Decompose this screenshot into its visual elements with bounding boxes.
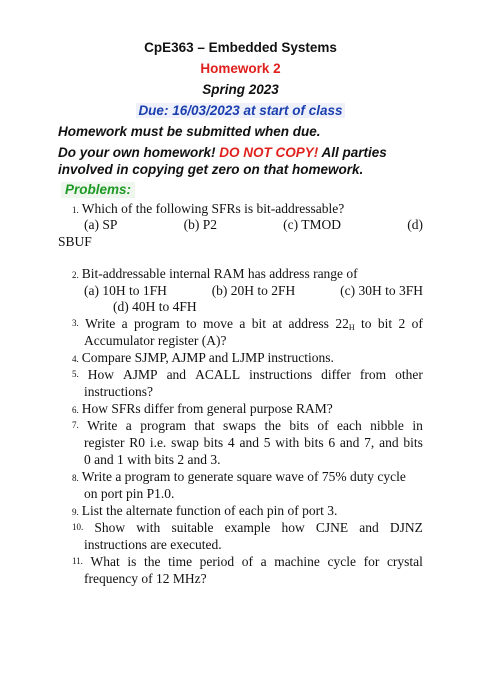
option-d: (d)	[407, 217, 423, 232]
question-11-line2: frequency of 12 MHz?	[84, 571, 207, 586]
word: bits	[203, 435, 224, 450]
word: each	[337, 418, 362, 433]
question-8-line2: on port pin P1.0.	[84, 486, 175, 501]
word: period	[199, 554, 235, 569]
question-number: 9.	[72, 507, 79, 517]
word: suitable	[171, 520, 214, 535]
question-7	[72, 417, 423, 434]
question-text: Which of the following SFRs is bit-addressable?	[81, 201, 345, 216]
word: with	[275, 435, 300, 450]
option-a: (a) SP	[84, 217, 118, 232]
word: of	[411, 316, 423, 331]
question-3-line2: Accumulator register (A)?	[84, 333, 227, 348]
word: R0	[129, 435, 146, 450]
word: bit	[377, 316, 393, 331]
option-d-text: SBUF	[58, 234, 92, 249]
homework-title: Homework 2	[200, 61, 281, 76]
word: the	[143, 554, 161, 569]
word: that	[194, 418, 215, 433]
word: AJMP	[123, 367, 158, 382]
word: nibble	[370, 418, 404, 433]
option-d: (d) 40H to 4FH	[113, 299, 197, 314]
word: Write	[87, 418, 118, 433]
word: 6	[328, 435, 336, 450]
question-11	[72, 553, 423, 570]
option-b: (b) P2	[183, 217, 217, 232]
due-date-text: Due: 16/03/2023 at start of class	[138, 103, 343, 118]
word: 4	[227, 435, 235, 450]
question-7-line3: 0 and 1 with bits 2 and 3.	[84, 452, 221, 467]
word: Write	[85, 316, 116, 331]
word: move	[203, 316, 233, 331]
word: and	[359, 520, 379, 535]
word: bits	[304, 435, 324, 450]
question-number: 3.	[72, 318, 79, 328]
question-text: Compare SJMP, AJMP and LJMP instructions.	[81, 350, 334, 365]
word: in	[412, 418, 423, 433]
word: other	[395, 367, 423, 382]
word: swaps	[223, 418, 257, 433]
word: a	[260, 554, 267, 569]
word: instructions	[249, 367, 313, 382]
word: ACALL	[195, 367, 241, 382]
problems-heading: Problems:	[61, 182, 135, 198]
word: differ	[321, 367, 351, 382]
word: and	[166, 367, 187, 382]
word: CJNE	[315, 520, 349, 535]
word: to	[360, 316, 372, 331]
word: to	[186, 316, 197, 331]
semester: Spring 2023	[202, 82, 279, 97]
notice-copying-line2: involved in copying get zero on that homework.	[58, 162, 364, 177]
question-text: Bit-addressable internal RAM has address range of	[81, 266, 358, 281]
word: 5	[263, 435, 271, 450]
notice-copying	[58, 145, 387, 161]
question-text: List the alternate function of each pin of port 3.	[81, 503, 338, 518]
notice-submission: Homework must be submitted when due.	[58, 124, 321, 139]
question-2-options	[84, 282, 423, 299]
word: how	[281, 520, 305, 535]
option-c: (c) 30H to 3FH	[340, 283, 423, 298]
word: of	[241, 554, 253, 569]
question-5-line2: instructions?	[84, 384, 153, 399]
question-number: 6.	[72, 405, 79, 415]
word: bits	[403, 435, 423, 450]
word: Show	[94, 520, 126, 535]
word: of	[317, 418, 329, 433]
word: What	[90, 554, 120, 569]
question-10-line2: instructions are executed.	[84, 537, 222, 552]
notice-copying-prefix: Do your own homework!	[58, 145, 216, 160]
course-title: CpE363 – Embedded Systems	[144, 40, 337, 55]
notice-copying-suffix: All parties	[321, 145, 387, 160]
question-number: 11.	[72, 556, 83, 566]
word: and	[239, 435, 259, 450]
word: How	[87, 367, 115, 382]
word: time	[168, 554, 193, 569]
word: program	[134, 316, 180, 331]
word: program	[140, 418, 186, 433]
word: a	[125, 418, 132, 433]
question-number: 5.	[72, 369, 79, 379]
word: register	[84, 435, 125, 450]
question-10	[72, 519, 423, 536]
option-b: (b) 20H to 2FH	[211, 283, 296, 298]
word: DJNZ	[389, 520, 423, 535]
address-value	[335, 315, 354, 336]
question-text: How SFRs differ from general purpose RAM?	[81, 401, 333, 416]
word: cycle	[327, 554, 356, 569]
word: address	[288, 316, 329, 331]
word: swap	[171, 435, 199, 450]
word: i.e.	[149, 435, 167, 450]
word: machine	[274, 554, 320, 569]
question-5	[72, 366, 423, 383]
question-number: 7.	[72, 420, 79, 430]
word: crystal	[386, 554, 423, 569]
word: bit	[251, 316, 266, 331]
address-number: 22	[335, 316, 349, 331]
word: at	[272, 316, 283, 331]
word: and	[339, 435, 360, 450]
question-7-line2	[84, 434, 423, 451]
word: 7,	[364, 435, 375, 450]
word: 2	[398, 316, 406, 331]
due-date	[0, 103, 481, 119]
option-a: (a) 10H to 1FH	[84, 283, 167, 298]
word: is	[127, 554, 137, 569]
word: from	[359, 367, 387, 382]
option-c: (c) TMOD	[283, 217, 342, 232]
question-1-options	[84, 216, 423, 233]
word: example	[224, 520, 271, 535]
word: bits	[289, 418, 309, 433]
question-number: 4.	[72, 354, 79, 364]
question-number: 10.	[72, 522, 84, 532]
question-number: 1.	[72, 205, 79, 215]
word: for	[363, 554, 380, 569]
address-subscript: H	[348, 323, 355, 332]
word: a	[121, 316, 128, 331]
word: a	[239, 316, 246, 331]
word: with	[136, 520, 161, 535]
question-number: 2.	[72, 270, 79, 280]
question-text: Write a program to generate square wave of 75% duty cycle	[81, 469, 406, 484]
word: the	[264, 418, 281, 433]
question-number: 8.	[72, 473, 79, 483]
word: and	[379, 435, 399, 450]
notice-copying-warning: DO NOT COPY!	[219, 145, 319, 160]
